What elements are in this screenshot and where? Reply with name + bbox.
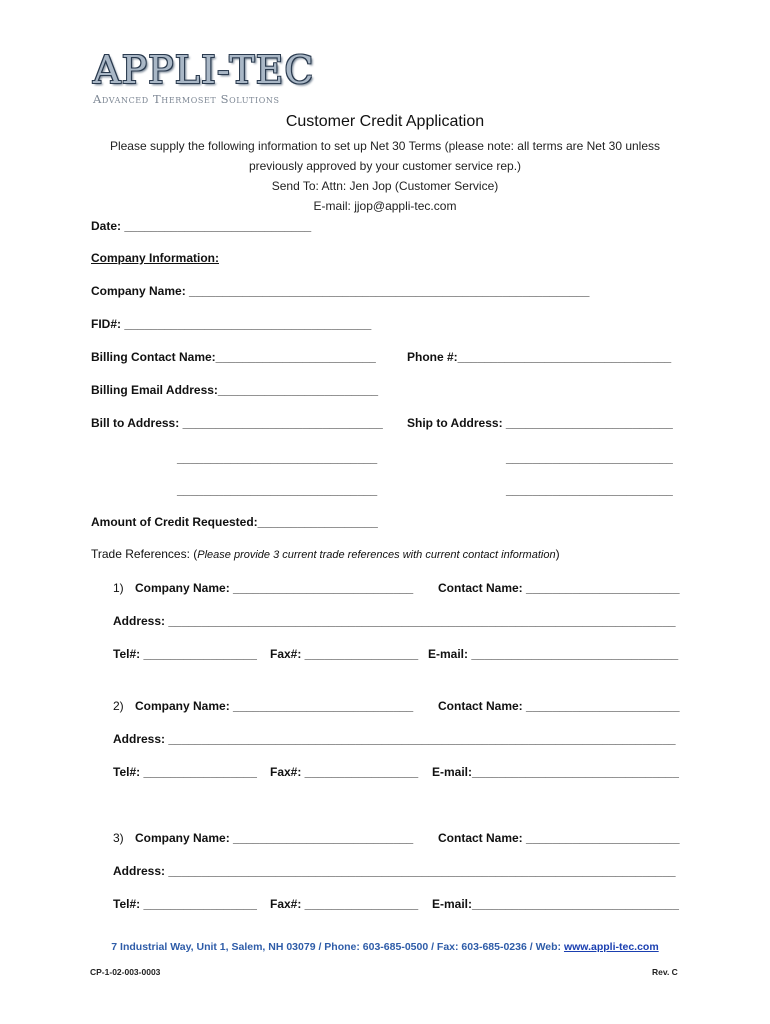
ref-3-number: 3): [113, 831, 124, 845]
footer-address: [0, 941, 770, 953]
ship-to-address-line-3[interactable]: _________________________: [506, 483, 673, 497]
intro-line-1: Please supply the following information to set up Net 30 Terms (please note: all terms are Net 30 unless: [109, 139, 661, 153]
ref-3-contact-field[interactable]: Contact Name: _______________________: [438, 831, 680, 845]
ref-1-contact-field[interactable]: Contact Name: _______________________: [438, 581, 680, 595]
bill-to-address-line-2[interactable]: ______________________________: [177, 451, 378, 465]
ref-2-company-field[interactable]: Company Name: ___________________________: [135, 699, 414, 713]
phone-field[interactable]: Phone #:________________________________: [407, 350, 672, 364]
revision-label: Rev. C: [652, 967, 678, 977]
ref-3-email-field[interactable]: E-mail:_______________________________: [432, 897, 679, 911]
ref-3-tel-field[interactable]: Tel#: _________________: [113, 897, 257, 911]
ref-1-address-field[interactable]: Address: ____________________________________________________________________________: [113, 614, 676, 628]
intro-line-2: previously approved by your customer service rep.): [248, 159, 522, 173]
ref-1-company-field[interactable]: Company Name: ___________________________: [135, 581, 414, 595]
date-field[interactable]: Date: ____________________________: [91, 219, 312, 233]
credit-requested-field[interactable]: Amount of Credit Requested:__________________: [91, 515, 378, 529]
bill-to-address-field[interactable]: Bill to Address: ______________________________: [91, 416, 383, 430]
billing-email-field[interactable]: Billing Email Address:________________________: [91, 383, 379, 397]
ref-2-fax-field[interactable]: Fax#: _________________: [270, 765, 419, 779]
intro-line-3: Send To: Attn: Jen Jop (Customer Service): [271, 179, 499, 193]
ref-2-contact-field[interactable]: Contact Name: _______________________: [438, 699, 680, 713]
trade-references-prefix: Trade References: (: [91, 547, 198, 561]
ref-1-fax-field[interactable]: Fax#: _________________: [270, 647, 419, 661]
intro-email: E-mail: jjop@appli-tec.com: [313, 199, 457, 213]
ref-3-fax-field[interactable]: Fax#: _________________: [270, 897, 419, 911]
company-name-field[interactable]: Company Name: ____________________________________________________________: [91, 284, 590, 298]
bill-to-address-line-3[interactable]: ______________________________: [177, 483, 378, 497]
ref-2-address-field[interactable]: Address: ____________________________________________________________________________: [113, 732, 676, 746]
company-logo: APPLI-TEC: [93, 48, 315, 92]
page-title: Customer Credit Application: [285, 113, 485, 130]
fid-field[interactable]: FID#: _____________________________________: [91, 317, 372, 331]
ref-2-tel-field[interactable]: Tel#: _________________: [113, 765, 257, 779]
ref-2-number: 2): [113, 699, 124, 713]
ref-2-email-field[interactable]: E-mail:_______________________________: [432, 765, 679, 779]
company-info-heading: Company Information:: [91, 251, 219, 265]
ref-3-company-field[interactable]: Company Name: ___________________________: [135, 831, 414, 845]
trade-references-suffix: ): [555, 547, 560, 561]
trade-references-label: [91, 547, 560, 561]
document-code: CP-1-02-003-0003: [90, 967, 161, 977]
ref-1-number: 1): [113, 581, 124, 595]
ref-3-address-field[interactable]: Address: ____________________________________________________________________________: [113, 864, 676, 878]
ref-1-tel-field[interactable]: Tel#: _________________: [113, 647, 257, 661]
trade-references-note: Please provide 3 current trade references with current contact information: [197, 549, 556, 561]
footer-address-text: 7 Industrial Way, Unit 1, Salem, NH 03079 / Phone: 603-685-0500 / Fax: 603-685-0236 / Web:: [111, 941, 564, 953]
ship-to-address-field[interactable]: Ship to Address: _________________________: [407, 416, 673, 430]
billing-contact-field[interactable]: Billing Contact Name:________________________: [91, 350, 376, 364]
company-logo-tagline: Advanced Thermoset Solutions: [93, 92, 280, 106]
ref-1-email-field[interactable]: E-mail: _______________________________: [428, 647, 679, 661]
ship-to-address-line-2[interactable]: _________________________: [506, 451, 673, 465]
footer-website-link[interactable]: www.appli-tec.com: [563, 941, 659, 953]
